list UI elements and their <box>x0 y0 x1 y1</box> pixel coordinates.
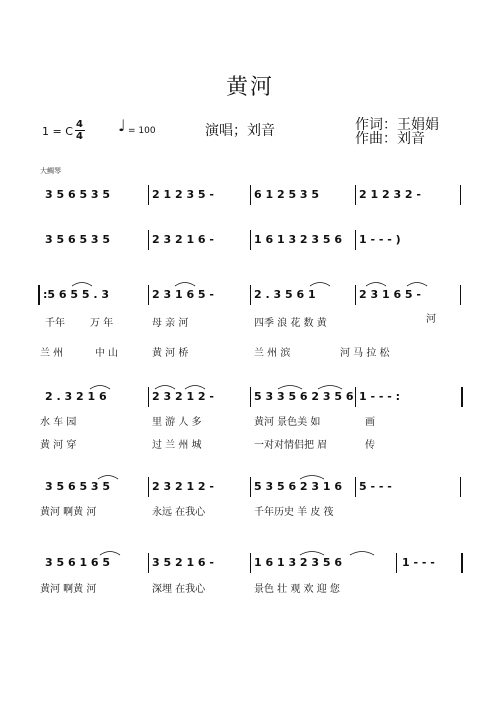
lyric: 河 马 拉 松 <box>340 348 390 359</box>
measure: 2 3 2 1 2 - <box>152 390 214 403</box>
lyric: 黄河 啊黄 河 <box>40 584 97 595</box>
slur <box>175 283 195 287</box>
bar-line <box>460 185 461 205</box>
lyric: 黄河 景色美 如 <box>254 417 321 428</box>
measure: 2 3 2 1 2 - <box>152 480 214 493</box>
key-signature: 1 = C <box>42 125 73 138</box>
slur <box>100 552 120 556</box>
lyric: 四季 浪 花 数 黄 <box>254 318 327 329</box>
bar-line <box>250 230 251 250</box>
bar-line <box>148 185 149 205</box>
measure: 5 3 3 5 6 2 3 5 6 <box>254 390 354 403</box>
measure: 1 - - - ) <box>359 233 401 246</box>
score-system-3 <box>40 288 465 306</box>
measure: 3 5 6 1 6 5 <box>45 556 111 569</box>
slur <box>72 283 92 287</box>
slur <box>350 552 374 556</box>
lyric: 黄 河 穿 <box>40 440 77 451</box>
bar-line <box>250 387 251 407</box>
bar-line <box>355 285 356 305</box>
lyric: 景色 壮 观 欢 迎 您 <box>254 584 340 595</box>
score-system-6 <box>40 556 465 574</box>
measure: 5 3 5 6 2 3 1 6 <box>254 480 343 493</box>
bar-line <box>148 230 149 250</box>
instrument-label: 大鲷琴 <box>40 167 61 175</box>
measure: 2 . 3 5 6 1 <box>254 288 316 301</box>
bar-line <box>148 553 149 573</box>
repeat-start-bar <box>38 285 40 305</box>
measure: 2 1 2 3 5 - <box>152 188 214 201</box>
lyric: 千年历史 羊 皮 筏 <box>254 507 334 518</box>
repeat-end-bar <box>461 387 463 407</box>
time-signature-bottom: 4 <box>76 131 83 142</box>
measure: 1 6 1 3 2 3 5 6 <box>254 233 343 246</box>
score-system-5 <box>40 480 465 498</box>
bar-line <box>250 285 251 305</box>
measure: 3 5 6 5 3 5 <box>45 233 111 246</box>
quarter-note-icon: ♩ <box>118 116 126 135</box>
score-system-4 <box>40 390 465 408</box>
measure: 2 . 3 2 1 6 <box>45 390 107 403</box>
lyric: 水 车 园 <box>40 417 77 428</box>
slur <box>407 283 427 287</box>
bar-line <box>460 285 461 305</box>
lyrics-line <box>40 413 465 427</box>
lyrics-line <box>40 436 465 450</box>
singer-credit: 演唱；刘音 <box>205 123 275 139</box>
score-system-2 <box>40 233 465 251</box>
lyric: 河 <box>426 314 436 325</box>
slur <box>278 386 302 390</box>
song-title: 黄河 <box>225 75 274 100</box>
bar-line <box>148 477 149 497</box>
slur <box>300 476 324 480</box>
bar-line <box>355 230 356 250</box>
bar-line <box>460 477 461 497</box>
measure: 3 5 6 5 3 5 <box>45 480 111 493</box>
tempo-marking: = 100 <box>128 126 156 136</box>
bar-line <box>355 185 356 205</box>
lyric: 黄河 啊黄 河 <box>40 507 97 518</box>
bar-line <box>148 285 149 305</box>
measure: 2 3 1 6 5 - <box>359 288 421 301</box>
lyricist-credit: 作词：王娟娟 <box>355 117 439 133</box>
lyric: 中 山 <box>95 348 119 359</box>
measure: 1 - - - : <box>359 390 401 403</box>
lyric: 画 <box>365 417 375 428</box>
final-bar <box>461 553 463 573</box>
lyric: 深埋 在我心 <box>152 584 206 595</box>
lyric: 万 年 <box>90 318 114 329</box>
lyric: 传 <box>365 440 375 451</box>
measure: 2 3 1 6 5 - <box>152 288 214 301</box>
bar-line <box>396 553 397 573</box>
lyric: 兰 州 <box>40 348 64 359</box>
lyric: 兰 州 滨 <box>254 348 291 359</box>
slur <box>366 283 386 287</box>
slur <box>300 552 324 556</box>
slur <box>318 386 342 390</box>
slur <box>185 386 205 390</box>
composer-credit: 作曲：刘音 <box>355 131 425 147</box>
bar-line <box>355 387 356 407</box>
slur <box>98 476 118 480</box>
bar-line <box>250 477 251 497</box>
lyric: 千年 <box>45 318 65 329</box>
lyric: 一对对情侣把 眉 <box>254 440 328 451</box>
measure: 6 1 2 5 3 5 <box>254 188 320 201</box>
lyric: 母 亲 河 <box>152 318 189 329</box>
lyrics-line <box>40 503 465 517</box>
measure: 3 5 6 5 3 5 <box>45 188 111 201</box>
lyrics-line <box>40 580 465 594</box>
measure: 2 1 2 3 2 - <box>359 188 421 201</box>
bar-line <box>250 553 251 573</box>
measure: :5 6 5 5 . 3 <box>43 288 109 301</box>
lyrics-line <box>40 344 465 358</box>
lyrics-line <box>40 314 465 328</box>
slur <box>155 386 175 390</box>
bar-line <box>148 387 149 407</box>
lyric: 里 游 人 多 <box>152 417 202 428</box>
bar-line <box>250 185 251 205</box>
measure: 5 - - - <box>359 480 392 493</box>
score-system-1 <box>40 188 465 206</box>
slur <box>90 386 110 390</box>
time-signature-top: 4 <box>76 119 83 130</box>
lyric: 黄 河 桥 <box>152 348 189 359</box>
slur <box>310 283 330 287</box>
measure: 3 5 2 1 6 - <box>152 556 214 569</box>
bar-line <box>355 477 356 497</box>
measure: 1 6 1 3 2 3 5 6 <box>254 556 343 569</box>
lyric: 过 兰 州 城 <box>152 440 202 451</box>
measure: 2 3 2 1 6 - <box>152 233 214 246</box>
measure: 1 - - - <box>402 556 435 569</box>
lyric: 永远 在我心 <box>152 507 206 518</box>
